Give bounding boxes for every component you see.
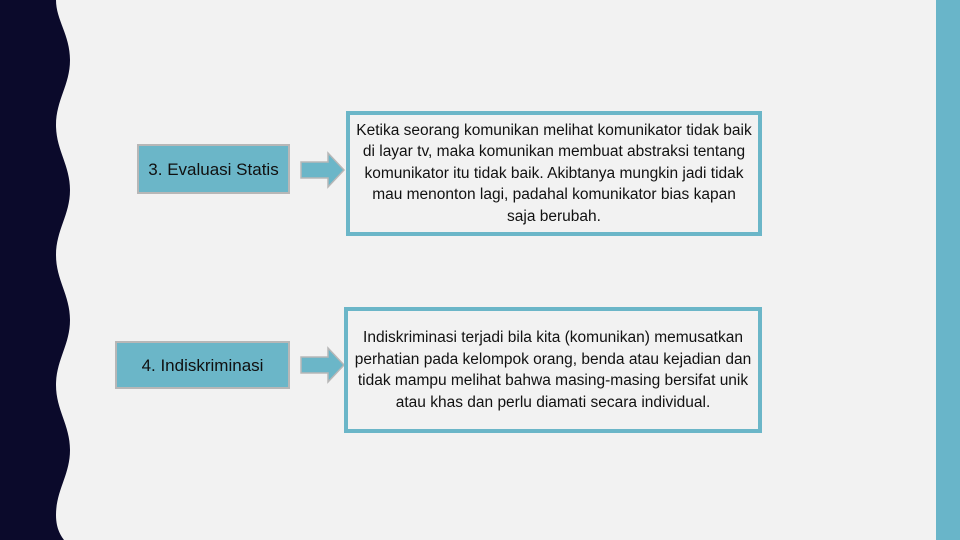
label-evaluasi-statis: 3. Evaluasi Statis xyxy=(137,144,290,194)
wavy-left-decoration xyxy=(0,0,80,540)
arrow-right-icon xyxy=(300,151,346,189)
description-evaluasi-statis: Ketika seorang komunikan melihat komunikator tidak baik di layar tv, maka komunikan membuat abstraksi tentang komunikator itu tidak baik. Akibtanya mungkin jadi tidak mau menonton lagi, padahal komunikator bias kapan saja berubah. xyxy=(346,111,762,236)
label-indiskriminasi: 4. Indiskriminasi xyxy=(115,341,290,389)
arrow-right-icon xyxy=(300,346,346,384)
description-indiskriminasi: Indiskriminasi terjadi bila kita (komunikan) memusatkan perhatian pada kelompok orang, benda atau kejadian dan tidak mampu melihat bahwa masing-masing bersifat unik atau khas dan perlu diamati secara individual. xyxy=(344,307,762,433)
right-accent-bar xyxy=(936,0,960,540)
